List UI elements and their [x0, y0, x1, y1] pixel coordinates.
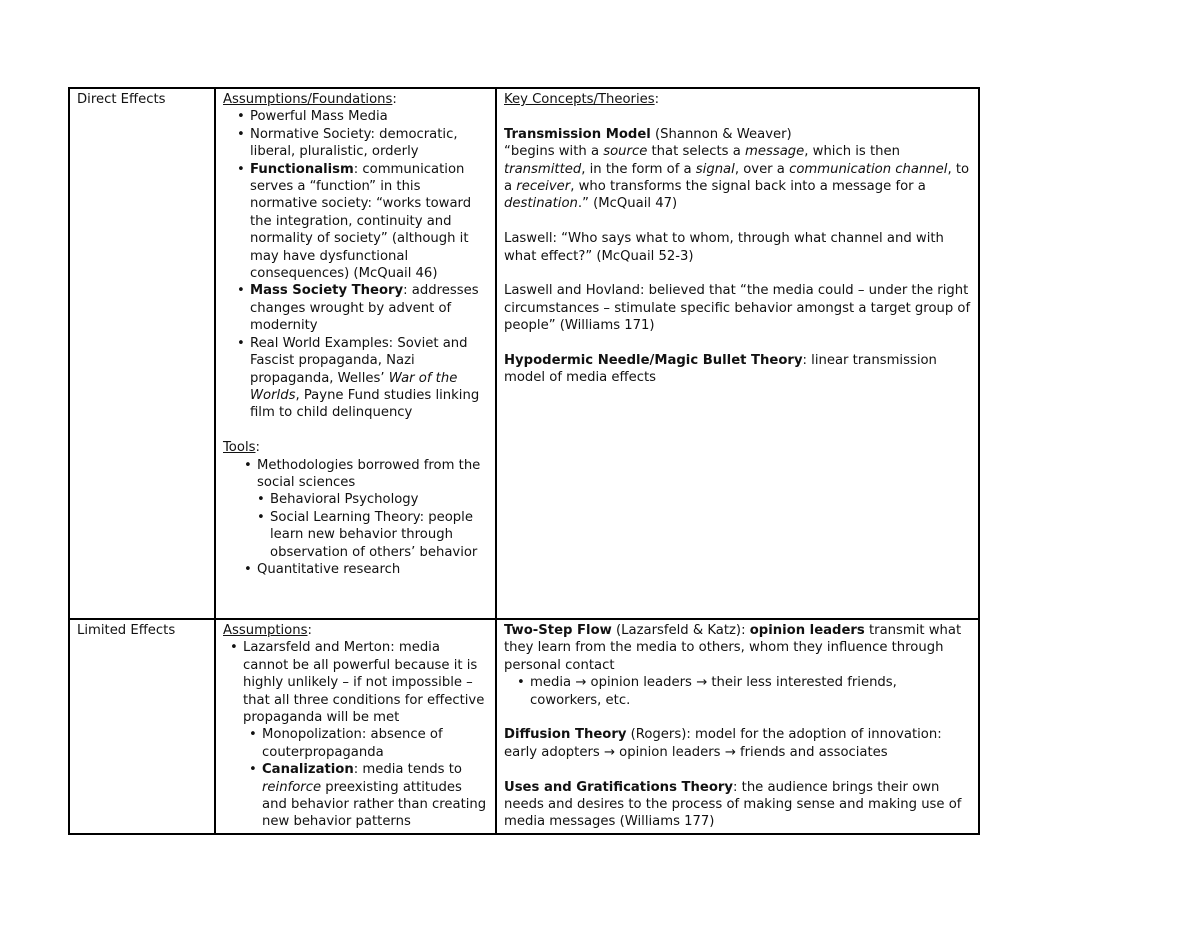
row-label: Limited Effects: [77, 623, 176, 638]
list-item: • Canalization: media tends to reinforce preexisting attitudes and behavior rather than creating new behavior patterns: [215, 761, 489, 831]
assumptions-heading: Assumptions: [223, 623, 308, 638]
list-item: • Normative Society: democratic, liberal, pluralistic, orderly: [223, 126, 489, 161]
tools-sublist: [223, 491, 489, 561]
assumptions-cell: Assumptions/Foundations: • Powerful Mass Media • Normative Society: democratic, liberal, pluralistic, orderly • Functionalism: communication serves a “function” in this normative society: “works toward the integration, continuity and normality of society” (although it may have dysfunctional consequences) (McQuail 46) • Mass Society Theory: addresses changes wrought by advent of modernity • Real World Examples: Soviet and Fascist propaganda, Nazi propaganda, Welles’ War of the Worlds, Payne Fund studies linking film to child delinquency Tools: • Methodologies borrowed from the social sciences • Behavioral Psychology • Social Learning Theory: people learn new behavior through observation of others’ behavior • Quantitative research: [215, 88, 496, 619]
list-item: • Mass Society Theory: addresses changes wrought by advent of modernity: [223, 282, 489, 334]
list-item: • Functionalism: communication serves a “function” in this normative society: “works toward the integration, continuity and normality of society” (although it may have dysfunctional consequences) (McQuail 46): [223, 161, 489, 283]
list-item: • Behavioral Psychology: [223, 491, 489, 508]
assumptions-list: [223, 639, 489, 726]
hypodermic-theory: Hypodermic Needle/Magic Bullet Theory: linear transmission model of media effects: [504, 353, 937, 386]
list-item: • Real World Examples: Soviet and Fascist propaganda, Nazi propaganda, Welles’ War of the Worlds, Payne Fund studies linking film to child delinquency: [223, 335, 489, 422]
tools-heading: Tools: [223, 440, 256, 456]
hovland-quote: Laswell and Hovland: believed that “the media could – under the right circumstances – stimulate specific behavior amongst a target group of people” (Williams 171): [504, 283, 971, 334]
transmission-model: Transmission Model (Shannon & Weaver) “begins with a source that selects a message, which is then transmitted, in the form of a signal, over a communication channel, to a receiver, who transforms the signal back into a message for a destination.” (McQuail 47): [504, 126, 970, 212]
assumptions-list: [223, 108, 489, 421]
laswell-quote: Laswell: “Who says what to whom, through what channel and with what effect?” (McQuail 52-3): [504, 231, 944, 264]
list-item: • Methodologies borrowed from the social sciences: [223, 457, 489, 492]
tools-list-2: [223, 561, 489, 578]
list-item: • Lazarsfeld and Merton: media cannot be all powerful because it is highly unlikely – if not impossible – that all three conditions for effective propaganda will be met: [223, 639, 489, 726]
row-label: Direct Effects: [77, 92, 166, 107]
concepts-heading: Key Concepts/Theories: [504, 92, 655, 107]
assumptions-heading: Assumptions/Foundations: [223, 92, 393, 107]
two-step-list: [510, 674, 972, 709]
list-item: • Powerful Mass Media: [223, 108, 489, 125]
assumptions-cell: Assumptions: • Lazarsfeld and Merton: media cannot be all powerful because it is highly unlikely – if not impossible – that all three conditions for effective propaganda will be met • Monopolization: absence of couterpropaganda • Canalization: media tends to reinforce preexisting attitudes and behavior rather than creating new behavior patterns: [215, 619, 496, 834]
effects-theory-table: [68, 87, 980, 835]
list-item: • Social Learning Theory: people learn new behavior through observation of others’ behavior: [223, 509, 489, 561]
row-label-cell: [69, 619, 215, 834]
table-row-limited-effects: [69, 619, 979, 834]
conditions-list: [215, 726, 489, 830]
diffusion-theory: Diffusion Theory (Rogers): model for the adoption of innovation: early adopters → opinion leaders → friends and associates: [504, 727, 942, 760]
two-step-flow: Two-Step Flow (Lazarsfeld & Katz): opinion leaders transmit what they learn from the media to others, whom they influence through personal contact: [504, 623, 962, 673]
concepts-cell: [496, 619, 979, 834]
row-label-cell: [69, 88, 215, 619]
table-row-direct-effects: [69, 88, 979, 619]
list-item: • Monopolization: absence of couterpropaganda: [215, 726, 489, 761]
uses-gratifications-theory: Uses and Gratifications Theory: the audience brings their own needs and desires to the process of making sense and making use of media messages (Williams 177): [504, 779, 962, 830]
list-item: • media → opinion leaders → their less interested friends, coworkers, etc.: [510, 674, 972, 709]
concepts-cell: Key Concepts/Theories: Transmission Model (Shannon & Weaver) “begins with a source that selects a message, which is then transmitted, in the form of a signal, over a communication channel, to a receiver, who transforms the signal back into a message for a destination.” (McQuail 47) Laswell: “Who says what to whom, through what channel and with what effect?” (McQuail 52-3) Laswell and Hovland: believed that “the media could – under the right circumstances – stimulate specific behavior amongst a target group of people” (Williams 171) Hypodermic Needle/Magic Bullet Theory: linear transmission model of media effects: [496, 88, 979, 619]
tools-list: [223, 457, 489, 492]
list-item: • Quantitative research: [223, 561, 489, 578]
